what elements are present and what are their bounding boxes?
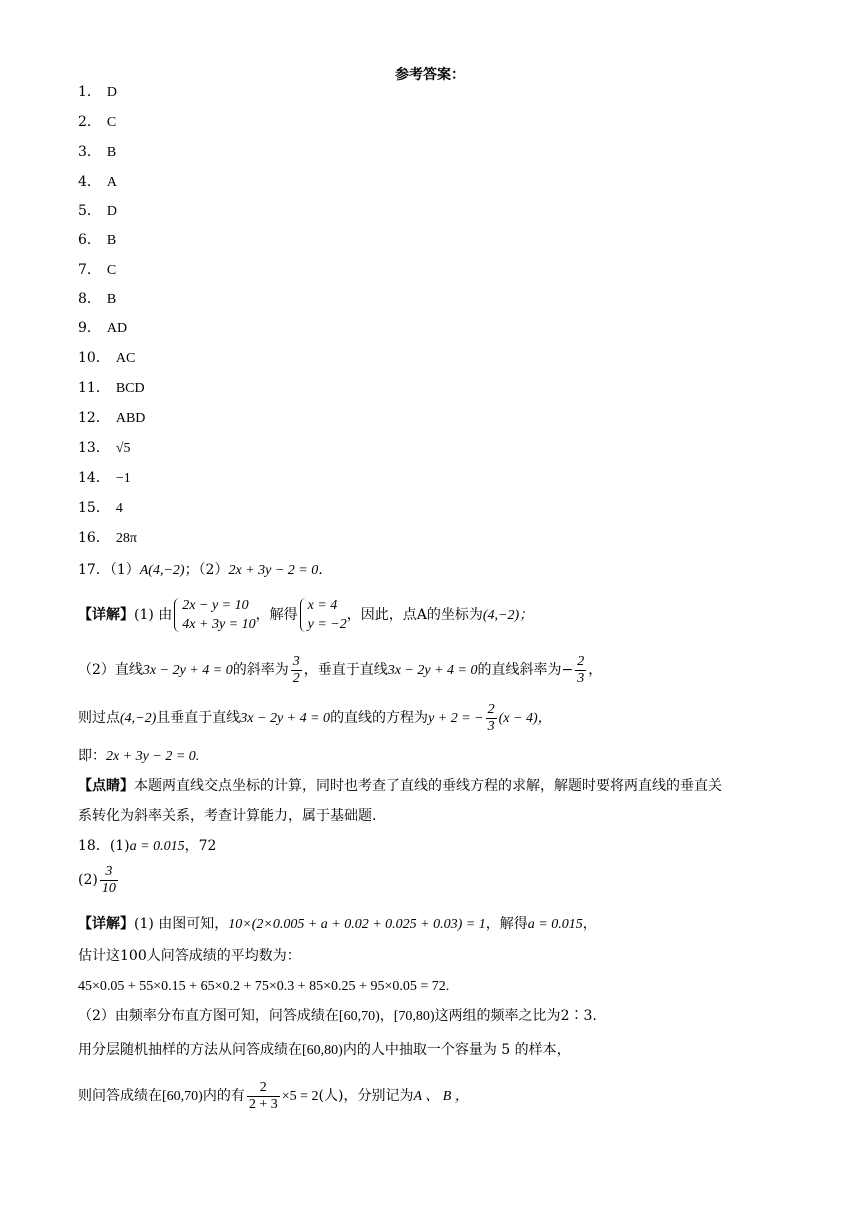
text-run: 的直线斜率为− — [477, 662, 574, 678]
text-run: 估计这100人问答成绩的平均数为： — [78, 948, 301, 964]
answer-line — [78, 142, 116, 163]
answer-number: 13． — [78, 440, 110, 456]
answer-line — [78, 438, 131, 459]
text-run: 且垂直于直线 — [156, 710, 241, 726]
interval: [70,80) — [393, 1009, 435, 1024]
text-run: ，垂直于直线 — [303, 662, 388, 678]
answer-value: AC — [115, 351, 136, 366]
numerator: 3 — [292, 653, 300, 669]
q17-detail-1 — [78, 596, 533, 635]
text-run: ， — [582, 916, 597, 932]
answer-number: 8． — [78, 291, 101, 307]
answer-line — [78, 498, 123, 519]
q17-detail-4 — [78, 746, 199, 767]
answer-value: 4 — [115, 501, 123, 516]
denominator: 2 — [292, 670, 300, 686]
text-run: 内的人中抽取一个容量为 5 的样本， — [342, 1042, 571, 1058]
denominator: 2 + 3 — [248, 1096, 278, 1112]
note-text: 系转化为斜率关系，考查计算能力，属于基础题. — [78, 808, 377, 824]
q18-detail-1 — [78, 914, 597, 935]
equation-system — [172, 596, 255, 634]
fraction — [100, 864, 118, 897]
q17-detail-3 — [78, 700, 552, 737]
answer-line — [78, 230, 116, 251]
line-equation: 2x + 3y − 2 = 0. — [106, 749, 200, 764]
answer-value: B — [106, 145, 117, 160]
fraction — [575, 654, 586, 687]
answer-value: B — [106, 292, 117, 307]
answer-number: 2． — [78, 114, 101, 130]
system-row: 2x − y = 10 — [182, 598, 249, 613]
text-run: ，解得 — [485, 916, 528, 932]
answer-value: −1 — [115, 471, 131, 486]
text-run: (人)，分别记为 — [318, 1088, 414, 1104]
answer-number: 12． — [78, 410, 110, 426]
q18-answer-line-2 — [78, 862, 120, 898]
answer-number: 6． — [78, 232, 101, 248]
text-run: 则问答成绩在 — [78, 1088, 162, 1104]
q18-detail-5 — [78, 1040, 571, 1061]
text-run: （2）直线 — [78, 662, 143, 678]
answer-line — [78, 408, 145, 429]
q17-note-1 — [78, 776, 722, 796]
text-run: ，因此，点A的坐标为 — [346, 607, 483, 623]
answer-value: C — [106, 115, 117, 130]
answer-number: 14． — [78, 470, 110, 486]
denominator: 3 — [577, 670, 585, 686]
answer-number: 15． — [78, 500, 110, 516]
numerator: 2 — [577, 653, 585, 669]
text-run: 用分层随机抽样的方法从问答成绩在 — [78, 1042, 302, 1058]
note-label: 【点睛】 — [78, 778, 134, 794]
text-run: (1) 由 — [134, 607, 173, 623]
text-run: ，72 — [184, 838, 217, 854]
param-value: a = 0.015 — [129, 839, 185, 854]
point-coord: (4,−2) — [120, 711, 157, 726]
detail-label: 【详解】 — [78, 916, 134, 932]
equation: 45×0.05 + 55×0.15 + 65×0.2 + 75×0.3 + 85×0.25 + 95×0.05 = 72. — [78, 979, 450, 994]
answer-line — [78, 112, 116, 133]
numerator: 3 — [100, 864, 118, 881]
answer-line — [78, 468, 131, 489]
page-title: 参考答案： — [395, 67, 465, 83]
q17-head-end: . — [318, 562, 323, 578]
answer-value: B — [106, 233, 117, 248]
q17-detail-2 — [78, 652, 602, 689]
denominator: 3 — [487, 718, 495, 734]
q17-head: 17．（1） — [78, 562, 140, 578]
text-run: (2) — [78, 872, 98, 888]
text-run: 则过点 — [78, 710, 120, 726]
answer-line — [78, 172, 117, 193]
text-run: ，解得 — [255, 607, 298, 623]
q17-answer-line — [78, 560, 323, 581]
ratio: 2∶3. — [560, 1008, 597, 1024]
answer-number: 1． — [78, 84, 101, 100]
q18-detail-4 — [78, 1006, 597, 1027]
answer-line — [78, 201, 117, 222]
system-row: y = −2 — [307, 617, 347, 632]
equation-lhs: y + 2 = − — [428, 711, 484, 726]
answer-line — [78, 318, 127, 339]
answer-value: 28π — [115, 531, 137, 546]
equation: 10×(2×0.005 + a + 0.02 + 0.025 + 0.03) = 1 — [228, 917, 486, 932]
line-equation: 3x − 2y + 4 = 0 — [142, 663, 233, 678]
answer-value: D — [106, 85, 118, 100]
solution-system — [298, 596, 347, 634]
answer-number: 7． — [78, 262, 101, 278]
answer-value: A — [106, 175, 118, 190]
text-run: ， — [588, 662, 603, 678]
q18-detail-6 — [78, 1078, 469, 1115]
note-text: 本题两直线交点坐标的计算，同时也考查了直线的垂线方程的求解，解题时要将两直线的垂直关 — [134, 778, 722, 794]
answer-line — [78, 260, 116, 281]
answer-line — [78, 289, 116, 310]
q17-point-a: A(4,−2) — [139, 563, 185, 578]
system-row: x = 4 — [307, 598, 338, 613]
answer-line — [78, 528, 137, 549]
text-run: （2）由频率分布直方图可知，问答成绩在 — [78, 1008, 339, 1024]
equation-rhs: (x − 4)， — [498, 711, 552, 726]
interval: [60,70) — [162, 1089, 203, 1104]
answer-value: √5 — [115, 441, 131, 456]
q17-line-eq: 2x + 3y − 2 = 0 — [228, 563, 319, 578]
answer-value: BCD — [115, 381, 145, 396]
line-equation: 3x − 2y + 4 = 0 — [240, 711, 331, 726]
q17-note-2 — [78, 806, 376, 826]
detail-label: 【详解】 — [78, 607, 134, 623]
answer-number: 4． — [78, 174, 101, 190]
text-run: 的斜率为 — [232, 662, 289, 678]
answer-number: 10． — [78, 350, 110, 366]
numerator: 2 — [487, 701, 495, 717]
answer-number: 5． — [78, 203, 101, 219]
point-coord: (4,−2)； — [482, 608, 534, 623]
q17-head-sep: ；（2） — [184, 562, 229, 578]
interval: [60,70) — [338, 1009, 380, 1024]
answer-number: 16． — [78, 530, 110, 546]
param-value: a = 0.015 — [527, 917, 583, 932]
system-row: 4x + 3y = 10 — [182, 617, 256, 632]
q18-detail-2 — [78, 946, 301, 966]
equation: ×5 = 2 — [281, 1089, 319, 1104]
answer-number: 11． — [78, 380, 110, 396]
label-names: A 、 B ， — [413, 1089, 469, 1104]
answer-line — [78, 82, 117, 103]
text-run: 内的有 — [202, 1088, 245, 1104]
text-run: 18．(1) — [78, 838, 130, 854]
text-run: (1) 由图可知， — [134, 916, 229, 932]
answer-value: AD — [106, 321, 128, 336]
denominator: 10 — [101, 880, 116, 896]
answer-value: ABD — [115, 411, 146, 426]
fraction — [247, 1080, 280, 1113]
text-run: 这两组的频率之比为 — [434, 1008, 561, 1024]
q18-answer-line-1 — [78, 836, 216, 857]
answer-number: 9． — [78, 320, 101, 336]
q18-detail-3 — [78, 976, 449, 997]
answer-value: D — [106, 204, 118, 219]
text-run: 即： — [78, 748, 106, 764]
line-equation: 3x − 2y + 4 = 0 — [387, 663, 478, 678]
text-run: 的直线的方程为 — [330, 710, 429, 726]
answer-line — [78, 378, 145, 399]
interval: [60,80) — [302, 1043, 343, 1058]
answer-number: 3． — [78, 144, 101, 160]
answer-value: C — [106, 263, 117, 278]
answer-line — [78, 348, 135, 369]
fraction — [486, 702, 497, 735]
fraction — [291, 654, 302, 687]
text-run: ， — [379, 1008, 394, 1024]
numerator: 2 — [247, 1080, 280, 1097]
